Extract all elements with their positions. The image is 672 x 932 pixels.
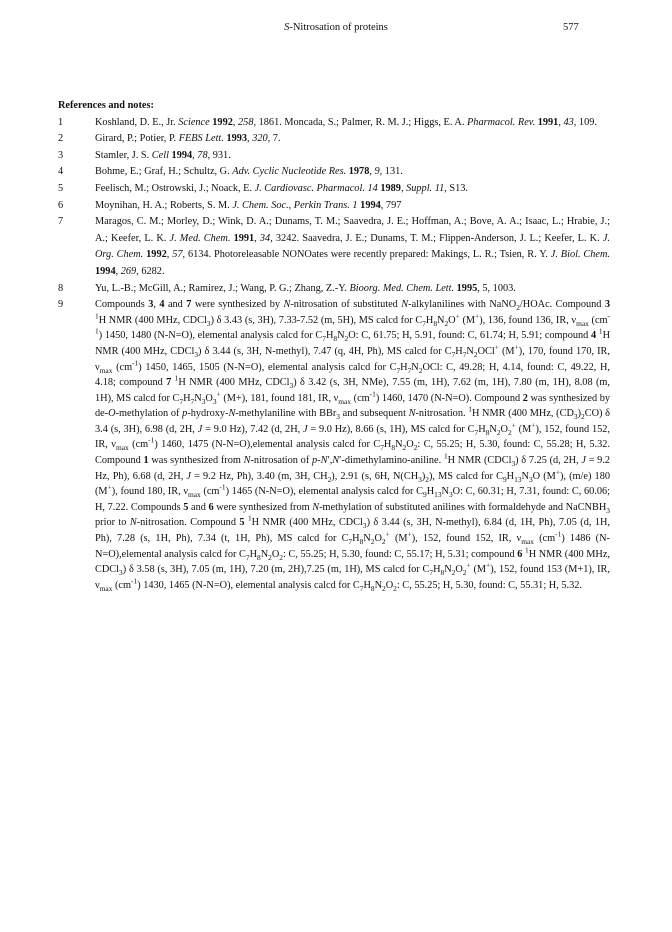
reference-text: Koshland, D. E., Jr. Science 1992, 258, 1861. Moncada, S.; Palmer, R. M. J.; Higgs, E. A. Pharmacol. Rev. 1991, 43, 109.: [95, 116, 597, 128]
reference-text: Compounds 3, 4 and 7 were synthesized by N-nitrosation of substituted N-alkylanilines with NaNO$_2$/HOAc. Compound 3 $^1$H NMR (400 MHz, CDCl$_3$) δ 3.43 (s, 3H), 7.33-7.52 (m, 5H), MS calcd for $C_7H_8N_2O^+$ (M+), 136, found 136, IR, $\nu_{max}$ $(cm^{-1})$ 1450, 1480 (N-N=O), elemental analysis calcd for $C_7H_8N_2O$: C, 61.75; H, 5.91, found: C, 61.74; H, 5.91; compound 4 $^1$H NMR (400 MHz, CDCl$_3$) δ 3.44 (s, 3H, N-methyl), 7.47 (q, 4H, Ph), MS calcd for $C_7H_7N_2OCl^+$ (M+), 170, found 170, IR, $\nu_{max}$ $(cm^{-1})$ 1450, 1465, 1505 (N-N=O), elemental analysis calcd for $C_7H_7N_2OCl$: C, 49.28; H, 4.14, found: C, 49.22, H, 4.18; compound 7 $^1$H NMR (400 MHz, CDCl$_3$) δ 3.42 (s, 3H, NMe), 7.55 (m, 1H), 7.62 (m, 1H), 7.80 (m, 1H), 8.08 (m, 1H), MS calcd for $C_7H_7N_3O_3^+$ (M+), 181, found 181, IR, $\nu_{max}$ $(cm^{-1})$ 1460, 1470 (N-N=O). Compound 2 was synthesized by de-O-methylation of p-hydroxy-N-methylaniline with BBr$_3$ and subsequent N-nitrosation. $^1$H NMR (400 MHz, $(CD_3)_2CO$) δ 3.4 (s, 3H), 6.98 (d, 2H, J = 9.0 Hz), 7.42 (d, 2H, J = 9.0 Hz), 8.66 (s, 1H), MS calcd for $C_7H_8N_2O_2^+$ (M+), 152, found 152, IR, $\nu_{max}$ $(cm^{-1})$ 1460, 1475 (N-N=O),elemental analysis calcd for $C_7H_8N_2O_2$: C, 55.25; H, 5.30, found: C, 55.28; H, 5.32. Compound 1 was synthesized from N-nitrosation of p-N′,N′-dimethylamino-aniline. $^1$H NMR (CDCl$_3$) δ 7.25 (d, 2H, J = 9.2 Hz, Ph), 6.68 (d, 2H, J = 9.2 Hz, Ph), 3.40 (m, 3H, $CH_2$), 2.91 (s, 6H, $N(CH_3)_2$), MS calcd for $C_9H_{13}N_3O$ (M+), (m/e) 180 (M+), found 180, IR, $\nu_{max}$ $(cm^{-1})$ 1465 (N-N=O), elemental analysis calcd for $C_9H_{13}N_3O$: C, 60.31; H, 7.31, found: C, 60.06; H, 7.22. Compounds 5 and 6 were synthesized from N-methylation of substituted anilines with formaldehyde and NaCNBH$_3$ prior to N-nitrosation. Compound 5 $^1$H NMR (400 MHz, CDCl$_3$) δ 3.44 (s, 3H, N-methyl), 6.84 (d, 1H, Ph), 7.05 (d, 1H, Ph), 7.28 (s, 1H, Ph), 7.34 (t, 1H, Ph), MS calcd for $C_7H_8N_2O_2^+$ (M+), 152, found 152, IR, $\nu_{max}$ $(cm^{-1})$ 1486 (N-N=O),elemental analysis calcd for $C_7H_8N_2O_2$: C, 55.25; H, 5.30, found: C, 55.17; H, 5.31; compound 6 $^1$H NMR (400 MHz, CDCl$_3$) δ 3.58 (s, 3H), 7.05 (m, 1H), 7.20 (m, 2H),7.25 (m, 1H), MS calcd for $C_7H_8N_2O_2^+$ (M+), 152, found 153 (M+1), IR, $\nu_{max}$ $(cm^{-1})$ 1430, 1465 (N-N=O), elemental analysis calcd for $C_7H_8N_2O_2$: C, 55.25; H, 5.30, found: C, 55.31; H, 5.32.: [95, 299, 611, 593]
reference-number: 5: [58, 182, 64, 194]
reference-7: [58, 214, 610, 280]
reference-text: Bohme, E.; Graf, H.; Schultz, G. Adv. Cyclic Nucleotide Res. 1978, 9, 131.: [95, 166, 403, 178]
reference-text: Maragos, C. M.; Morley, D.; Wink, D. A.; Dunams, T. M.; Saavedra, J. E.; Hoffman, A.; Bove, A. A.; Isaac, L.; Hrabie, J.; A.; Keefer, L. K. J. Med. Chem. 1991, 34, 3242. Saavedra, J. E.; Dunams, T. M.; Flippen-Anderson, J. L.; Keefer, L. K. J. Org. Chem. 1992, 57, 6134. Photoreleasable NONOates were recently prepared: Makings, L. R.; Tsien, R. Y. J. Biol. Chem. 1994, 269, 6282.: [95, 216, 611, 277]
reference-number: 8: [58, 282, 64, 294]
reference-number: 6: [58, 199, 64, 211]
page-number: 577: [563, 22, 579, 33]
reference-number: 3: [58, 149, 64, 161]
running-title-rest: -Nitrosation of proteins: [289, 22, 388, 33]
reference-8: [58, 281, 610, 298]
reference-text: Moynihan, H. A.; Roberts, S. M. J. Chem. Soc., Perkin Trans. 1 1994, 797: [95, 199, 402, 211]
reference-6: [58, 198, 610, 215]
reference-3: [58, 148, 610, 165]
reference-4: [58, 164, 610, 181]
reference-1: [58, 115, 610, 132]
reference-2: [58, 131, 610, 148]
reference-text: Yu, L.-B.; McGill, A.; Ramirez, J.; Wang, P. G.; Zhang, Z.-Y. Bioorg. Med. Chem. Lett. 1995, 5, 1003.: [95, 282, 516, 294]
reference-5: [58, 181, 610, 198]
reference-number: 7: [58, 216, 64, 228]
running-header: [0, 22, 672, 38]
reference-number: 1: [58, 116, 64, 128]
reference-number: 9: [58, 299, 64, 311]
reference-9: [58, 297, 610, 593]
running-title-prefix: S: [284, 22, 290, 33]
reference-text: Feelisch, M.; Ostrowski, J.; Noack, E. J. Cardiovasc. Pharmacol. 14 1989, Suppl. 11, S13.: [95, 182, 468, 194]
reference-text: Girard, P.; Potier, P. FEBS Lett. 1993, 320, 7.: [95, 133, 281, 145]
reference-text: Stamler, J. S. Cell 1994, 78, 931.: [95, 149, 231, 161]
references-section: [58, 98, 610, 593]
reference-number: 4: [58, 166, 64, 178]
references-heading: References and notes:: [58, 100, 154, 111]
reference-number: 2: [58, 133, 64, 145]
